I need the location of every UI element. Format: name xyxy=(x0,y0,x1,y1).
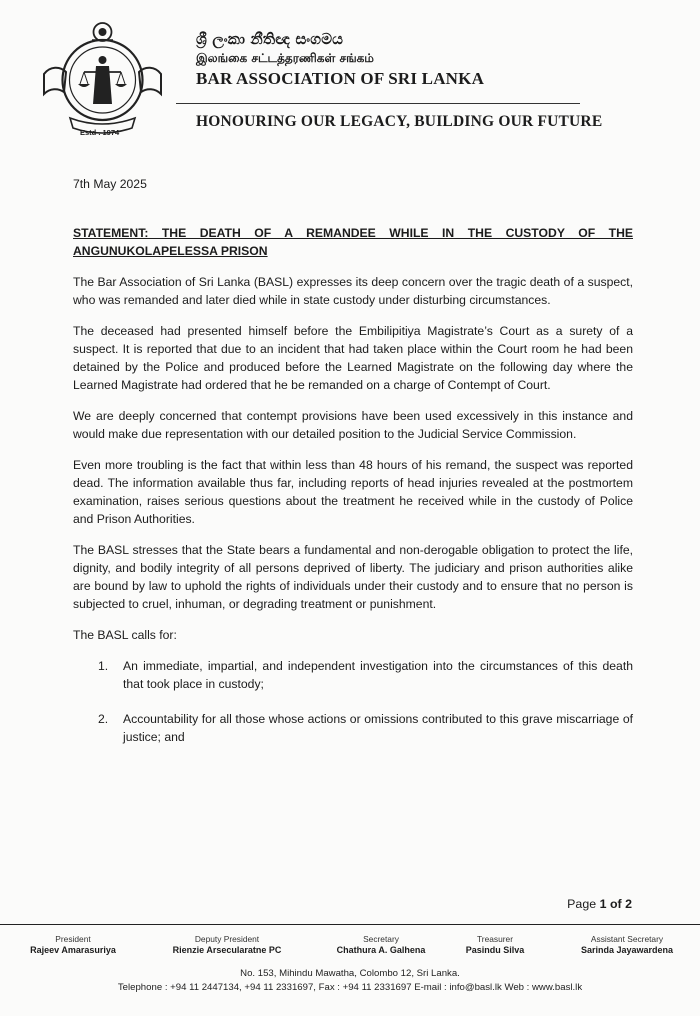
officer-role: Deputy President xyxy=(194,934,260,944)
letterhead-divider xyxy=(176,103,580,104)
list-item-text: An immediate, impartial, and independent investigation into the circumstances of this death that took place in custody; xyxy=(123,659,633,691)
officer-name: Chathura A. Galhena xyxy=(336,945,426,955)
statement-title-line-1: STATEMENT: THE DEATH OF A REMANDEE WHILE IN THE CUSTODY OF THE xyxy=(73,226,633,240)
page-label: Page xyxy=(567,897,597,911)
officer-role: Treasurer xyxy=(477,934,513,944)
list-item xyxy=(98,657,633,693)
statement-date: 7th May 2025 xyxy=(73,177,147,191)
association-name-block xyxy=(196,30,484,89)
officer-role: President xyxy=(55,934,91,944)
calls-list xyxy=(98,657,633,746)
footer-divider xyxy=(0,924,700,925)
list-item-number: 2. xyxy=(98,712,109,726)
officer-assistant-secretary xyxy=(562,934,692,956)
officer-deputy-president xyxy=(152,934,302,956)
officer-role: Assistant Secretary xyxy=(590,934,664,944)
officer-name: Rajeev Amarasuriya xyxy=(30,945,116,955)
paragraph: The Bar Association of Sri Lanka (BASL) expresses its deep concern over the tragic death of a suspect, who was remanded and later died while in state custody under disturbing circumstances. xyxy=(73,275,633,307)
association-name-english: BAR ASSOCIATION OF SRI LANKA xyxy=(196,69,485,88)
seal-established-label: Estd . 1974 xyxy=(80,128,120,137)
footer-contacts: Telephone : +94 11 2447134, +94 11 2331697, Fax : +94 11 2331697 E-mail : info@basl.lk Web : www.basl.lk xyxy=(117,982,583,993)
officer-treasurer xyxy=(440,934,550,956)
letterhead xyxy=(0,0,700,150)
list-item-number: 1. xyxy=(98,659,109,673)
association-motto: HONOURING OUR LEGACY, BUILDING OUR FUTURE xyxy=(196,113,603,130)
scales-of-justice-seal-icon xyxy=(40,18,165,143)
statement-body xyxy=(73,175,633,763)
paragraph: We are deeply concerned that contempt provisions have been used excessively in this instance and would make due representation with our detailed position to the Judicial Service Commission. xyxy=(73,409,633,441)
page-indicator xyxy=(567,897,632,911)
footer-address: No. 153, Mihindu Mawatha, Colombo 12, Sri Lanka. xyxy=(240,968,460,979)
officer-name: Pasindu Silva xyxy=(465,945,525,955)
association-name-sinhala: ශ්‍රී ලංකා නීතිඥ සංගමය xyxy=(196,30,344,48)
officer-secretary xyxy=(316,934,446,956)
page-of: of xyxy=(609,897,622,911)
paragraph: Even more troubling is the fact that within less than 48 hours of his remand, the suspect was reported dead. The information available thus far, including reports of head injuries revealed at the postmortem examination, raises serious questions about the treatment he received while in the custody of Police and Prison Authorities. xyxy=(73,458,633,526)
list-item-text: Accountability for all those whose actions or omissions contributed to this grave miscarriage of justice; and xyxy=(123,712,633,744)
officer-role: Secretary xyxy=(363,934,399,944)
page-total: 2 xyxy=(625,897,632,911)
officer-name: Sarinda Jayawardena xyxy=(580,945,674,955)
statement-title-line-2: ANGUNUKOLAPELESSA PRISON xyxy=(73,244,268,258)
list-item xyxy=(98,710,633,746)
paragraph: The BASL stresses that the State bears a fundamental and non-derogable obligation to protect the life, dignity, and bodily integrity of all persons deprived of liberty. The judiciary and prison authorities alike are bound by law to uphold the rights of individuals under their custody and to ensure that no person is subjected to cruel, inhuman, or degrading treatment or punishment. xyxy=(73,543,633,611)
page-current: 1 xyxy=(599,897,607,911)
association-name-tamil: இலங்கை சட்டத்தரணிகள் சங்கம் xyxy=(196,51,374,65)
paragraph: The deceased had presented himself before the Embilipitiya Magistrate’s Court as a surety of a suspect. It is reported that due to an incident that had taken place within the Court room he had been detained by the Police and produced before the Learned Magistrate on the following day where the Learned Magistrate had ordered that he be remanded on a charge of Contempt of Court. xyxy=(73,324,633,392)
officer-name: Rienzie Arsecularatne PC xyxy=(172,945,282,955)
calls-lead-text: The BASL calls for: xyxy=(73,628,177,642)
officer-president xyxy=(8,934,138,956)
